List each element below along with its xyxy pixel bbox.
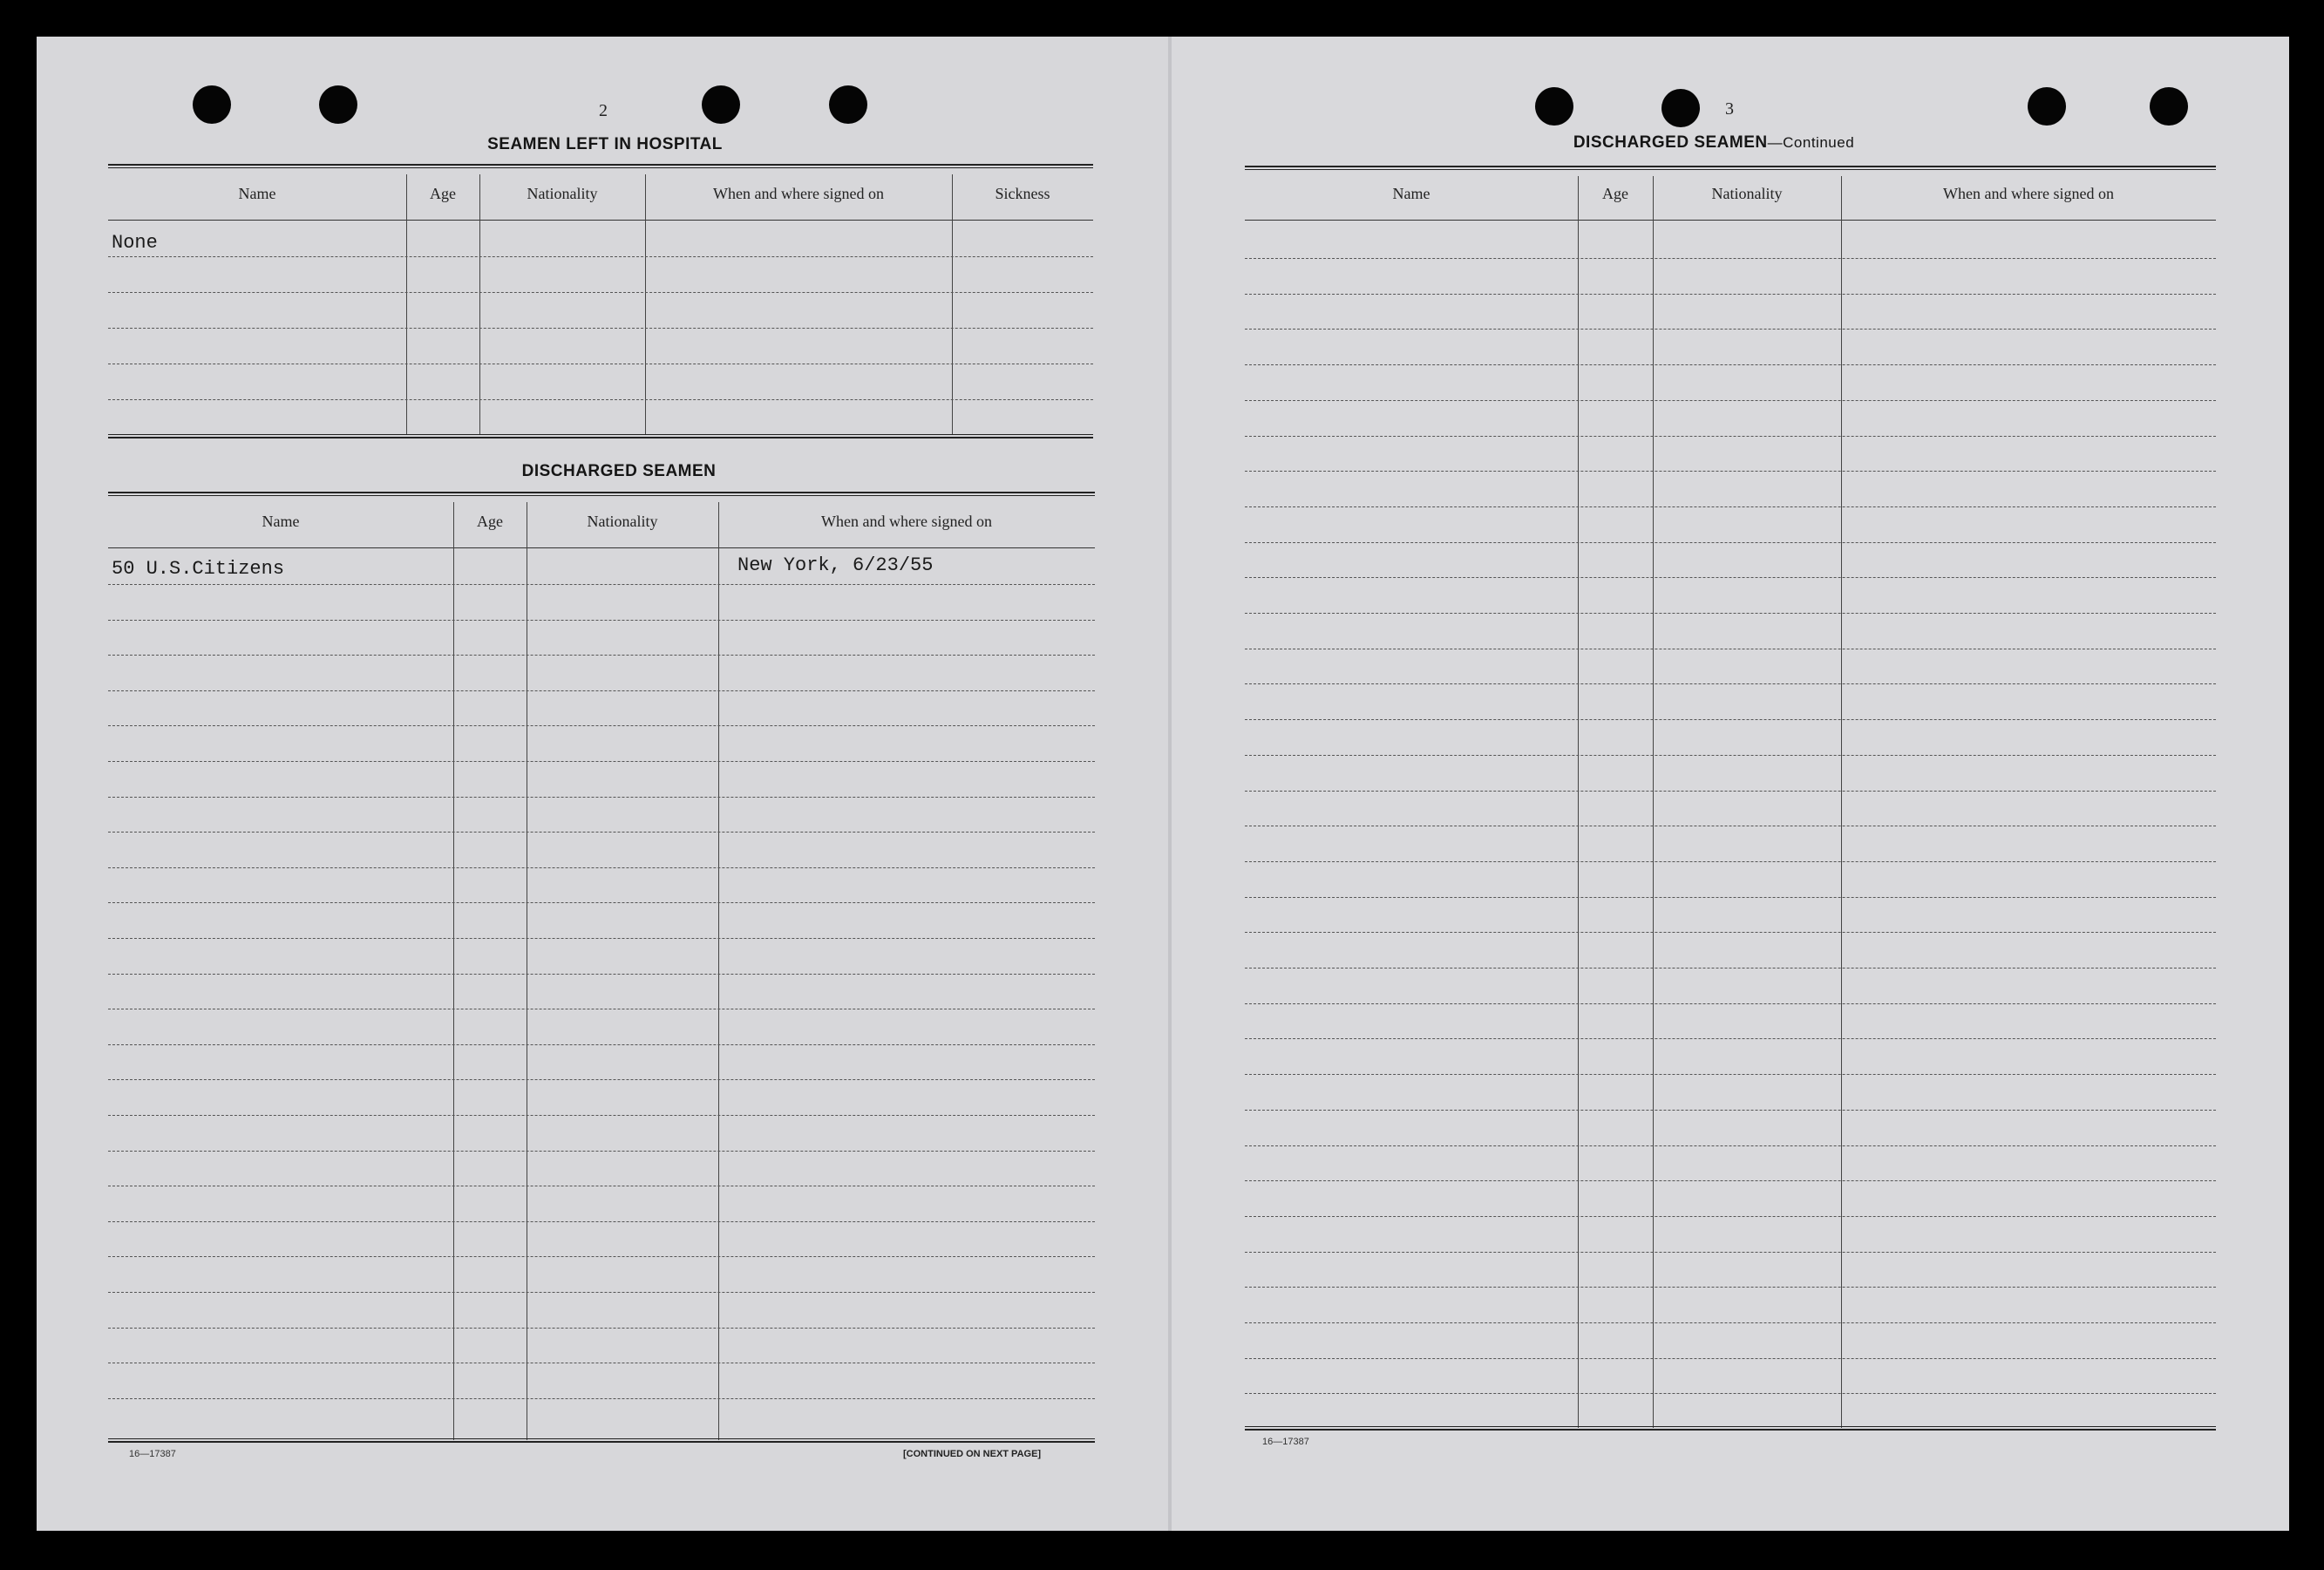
- page-fold: [1168, 37, 1172, 1531]
- table-bottom-rule: [1245, 1426, 2216, 1431]
- table-header-rule: [108, 547, 1095, 548]
- punch-hole-icon: [2150, 87, 2188, 126]
- row-line: [108, 328, 1093, 329]
- row-line: [1245, 1110, 2216, 1111]
- row-line: [108, 1151, 1095, 1152]
- row-line: [108, 292, 1093, 293]
- row-line: [1245, 577, 2216, 578]
- column-header-signed-on: When and where signed on: [1943, 185, 2114, 202]
- hospital-table: [108, 164, 1093, 441]
- column-header-signed-on: When and where signed on: [821, 513, 992, 530]
- punch-hole-icon: [1661, 89, 1700, 127]
- row-line: [1245, 506, 2216, 507]
- discharged-title-suffix: —Continued: [1767, 134, 1855, 151]
- row-line: [1245, 861, 2216, 862]
- row-line: [108, 655, 1095, 656]
- discharged-row-signed-on: New York, 6/23/55: [737, 554, 934, 576]
- row-line: [1245, 719, 2216, 720]
- column-header-name: Name: [238, 185, 276, 202]
- column-header-name: Name: [262, 513, 300, 530]
- hospital-section-title: SEAMEN LEFT IN HOSPITAL: [487, 135, 723, 153]
- row-line: [1245, 542, 2216, 543]
- row-line: [1245, 436, 2216, 437]
- table-bottom-rule: [108, 434, 1093, 438]
- row-line: [1245, 1322, 2216, 1323]
- row-line: [108, 1079, 1095, 1080]
- column-header-age: Age: [477, 513, 503, 530]
- row-line: [108, 1398, 1095, 1399]
- discharged-title-text: DISCHARGED SEAMEN: [1573, 133, 1768, 152]
- punch-hole-icon: [1535, 87, 1573, 126]
- row-line: [1245, 471, 2216, 472]
- discharged-table: [108, 492, 1095, 1445]
- row-line: [1245, 1216, 2216, 1217]
- punch-hole-icon: [2028, 87, 2066, 126]
- row-line: [1245, 258, 2216, 259]
- page-number: 3: [1725, 99, 1734, 119]
- discharged-continued-title: [1496, 133, 1932, 153]
- row-line: [108, 1292, 1095, 1293]
- column-header-name: Name: [1392, 185, 1430, 202]
- row-line: [108, 584, 1095, 585]
- row-line: [108, 1328, 1095, 1329]
- row-line: [1245, 1145, 2216, 1146]
- column-header-sickness: Sickness: [995, 185, 1050, 202]
- column-divider: [479, 174, 480, 434]
- row-line: [108, 1256, 1095, 1257]
- row-line: [108, 1115, 1095, 1116]
- row-line: [108, 620, 1095, 621]
- row-line: [1245, 1358, 2216, 1359]
- row-line: [1245, 400, 2216, 401]
- column-header-nationality: Nationality: [1711, 185, 1783, 202]
- column-divider: [406, 174, 407, 434]
- form-code: 16—17387: [1262, 1437, 1309, 1447]
- table-header-rule: [1245, 220, 2216, 221]
- column-divider: [952, 174, 953, 434]
- row-line: [1245, 755, 2216, 756]
- page-number: 2: [599, 101, 608, 120]
- row-line: [1245, 897, 2216, 898]
- discharged-section-title: DISCHARGED SEAMEN: [521, 462, 717, 480]
- row-line: [108, 867, 1095, 868]
- table-header-rule: [108, 220, 1093, 221]
- row-line: [108, 797, 1095, 798]
- punch-hole-icon: [319, 85, 357, 124]
- row-line: [1245, 1038, 2216, 1039]
- table-top-rule: [1245, 166, 2216, 170]
- row-line: [108, 690, 1095, 691]
- row-line: [108, 974, 1095, 975]
- row-line: [1245, 1180, 2216, 1181]
- row-line: [1245, 1074, 2216, 1075]
- column-header-nationality: Nationality: [527, 185, 598, 202]
- row-line: [108, 399, 1093, 400]
- column-divider: [645, 174, 646, 434]
- row-line: [1245, 1003, 2216, 1004]
- row-line: [108, 761, 1095, 762]
- row-line: [1245, 683, 2216, 684]
- discharged-continued-table: [1245, 166, 2216, 1438]
- punch-hole-icon: [702, 85, 740, 124]
- row-line: [1245, 1287, 2216, 1288]
- row-line: [1245, 329, 2216, 330]
- row-line: [1245, 613, 2216, 614]
- row-line: [1245, 294, 2216, 295]
- punch-hole-icon: [829, 85, 867, 124]
- table-top-rule: [108, 492, 1095, 496]
- row-line: [108, 938, 1095, 939]
- row-line: [108, 902, 1095, 903]
- hospital-row-name: None: [112, 232, 158, 254]
- row-line: [108, 725, 1095, 726]
- column-divider: [453, 502, 454, 1440]
- row-line: [1245, 968, 2216, 969]
- row-line: [1245, 791, 2216, 792]
- row-line: [108, 832, 1095, 833]
- row-line: [1245, 364, 2216, 365]
- continued-note: [CONTINUED ON NEXT PAGE]: [903, 1449, 1042, 1459]
- column-header-age: Age: [430, 185, 456, 202]
- row-line: [1245, 1252, 2216, 1253]
- column-header-age: Age: [1602, 185, 1628, 202]
- row-line: [108, 1044, 1095, 1045]
- column-header-signed-on: When and where signed on: [713, 185, 884, 202]
- form-code: 16—17387: [129, 1449, 176, 1459]
- discharged-row-name: 50 U.S.Citizens: [112, 558, 285, 580]
- column-header-nationality: Nationality: [587, 513, 658, 530]
- row-line: [108, 256, 1093, 257]
- table-top-rule: [108, 164, 1093, 168]
- row-line: [108, 1221, 1095, 1222]
- table-bottom-rule: [108, 1438, 1095, 1443]
- punch-hole-icon: [193, 85, 231, 124]
- column-divider: [718, 502, 719, 1440]
- row-line: [1245, 1393, 2216, 1394]
- row-line: [1245, 932, 2216, 933]
